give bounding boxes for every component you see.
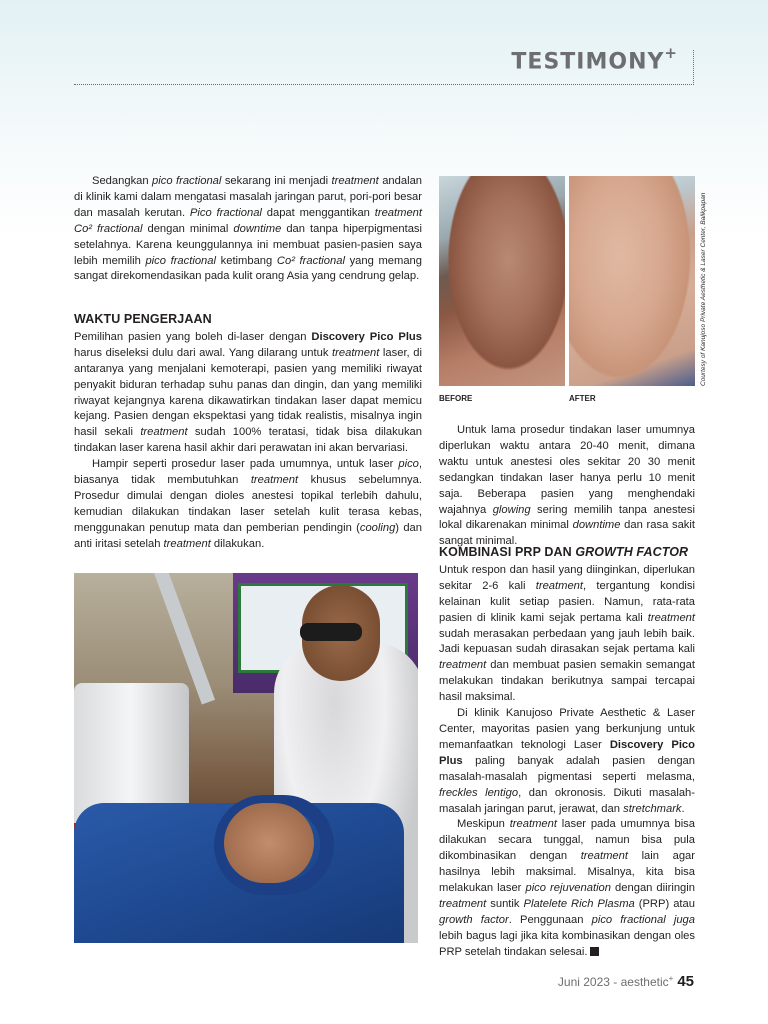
paragraph: Pemilihan pasien yang boleh di-laser dengan Discovery Pico Plus harus diseleksi dulu dari awal. Yang dilarang untuk treatment laser, di antaranya yang menjalani kemoterapi, pasien yang memiliki riwayat penyakit biduran terhadap suhu panas dan dingin, dan yang memiliki riwayat kejangnya karena dikawatirkan tindakan laser dapat memicu kejang. Pasien dengan ekspektasi yang tidak realistis, misalnya ingin hasil sekali treatment sudah 100% teratasi, tidak bisa dilakukan tindakan laser karena hasil akhir dari perawatan ini akan bervariasi. — [74, 330, 422, 455]
paragraph: Di klinik Kanujoso Private Aesthetic & Laser Center, mayoritas pasien yang berkunjung untuk memanfaatkan teknologi Laser Discovery Pico Plus paling banyak adalah pasien dengan masalah-masalah pigmentasi seperti melasma, freckles lentigo, dan okronosis. Dikuti masalah-masalah jaringan parut, jerawat, dan stretchmark. — [439, 707, 695, 815]
procedure-duration-paragraph: Untuk lama prosedur tindakan laser umumnya diperlukan waktu antara 20-40 menit, dimana waktu untuk anestesi oles sekitar 20 30 menit sedangkan tindakan laser hanya perlu 10 menit saja. Beberapa pasien yang menghendaki wajahnya glowing sering memilih tanpa anestesi lokal dikarenakan minimal downtime dan rasa sakit sangat minimal. — [439, 424, 695, 548]
clinic-treatment-photo — [74, 573, 418, 943]
paragraph: Hampir seperti prosedur laser pada umumnya, untuk laser pico, biasanya tidak membutuhkan treatment khusus sebelumnya. Prosedur dimulai dengan dioles anestesi topikal terlebih dahulu, kemudian dilakukan tindakan laser setelah kulit terasa kebas, menggunakan penutup mata dan pemberian pendingin (cooling) dan anti iritasi setelah treatment dilakukan. — [74, 458, 422, 550]
page-number: 45 — [677, 973, 694, 990]
paragraph: Untuk respon dan hasil yang diinginkan, diperlukan sekitar 2-6 kali treatment, tergantung kondisi kelainan kulit setiap pasien. Namun, rata-rata pasien di klinik kami sejak pertama kali treatment sudah merasakan perbedaan yang jauh lebih baik. Jadi kepuasan sudah dirasakan sejak pertama kali treatment dan membuat pasien semakin semangat melakukan tindakan berikutnya sampai tercapai hasil maksimal. — [439, 563, 695, 704]
intro-paragraph: Sedangkan pico fractional sekarang ini menjadi treatment andalan di klinik kami dalam mengatasi masalah jaringan parut, pori-pori besar dan masalah kerutan. Pico fractional dapat menggantikan treatment Co² fractional dengan minimal downtime dan tanpa hiperpigmentasi setelahnya. Karena keunggulannya ini membuat pasien-pasien saya lebih memilih pico fractional ketimbang Co² fractional yang memang sangat direkomendasikan pada kulit orang Asia yang cendrung gelap. — [74, 175, 423, 283]
after-caption: AFTER — [569, 394, 596, 403]
section-heading: WAKTU PENGERJAAN — [74, 312, 212, 326]
header-vertical-divider — [693, 50, 694, 85]
before-caption: BEFORE — [439, 394, 473, 403]
photo-credit: Courtesy of Kanujoso Private Aesthetic & Laser Center, Balikpapan — [700, 192, 707, 386]
section-title: TESTIMONY+ — [511, 44, 678, 75]
before-photo — [439, 176, 565, 386]
section-heading: KOMBINASI PRP DAN GROWTH FACTOR — [439, 545, 689, 559]
paragraph: Meskipun treatment laser pada umumnya bisa dilakukan secara tunggal, namun bisa pula dikombinasikan dengan treatment lain agar hasilnya lebih maksimal. Misalnya, kita bisa melakukan laser pico rejuvenation dengan diiringin treatment suntik Platelete Rich Plasma (PRP) atau growth factor. Penggunaan pico fractional juga lebih bagus lagi jika kita kombinasikan dengan oles PRP setelah tindakan selesai. — [439, 818, 695, 958]
header-divider — [74, 84, 694, 85]
page-footer: Juni 2023 - aesthetic+ 45 — [557, 973, 694, 990]
end-mark-icon — [590, 947, 599, 956]
section-waktu-pengerjaan — [74, 312, 422, 553]
after-photo — [569, 176, 695, 386]
section-kombinasi-prp — [439, 545, 695, 961]
